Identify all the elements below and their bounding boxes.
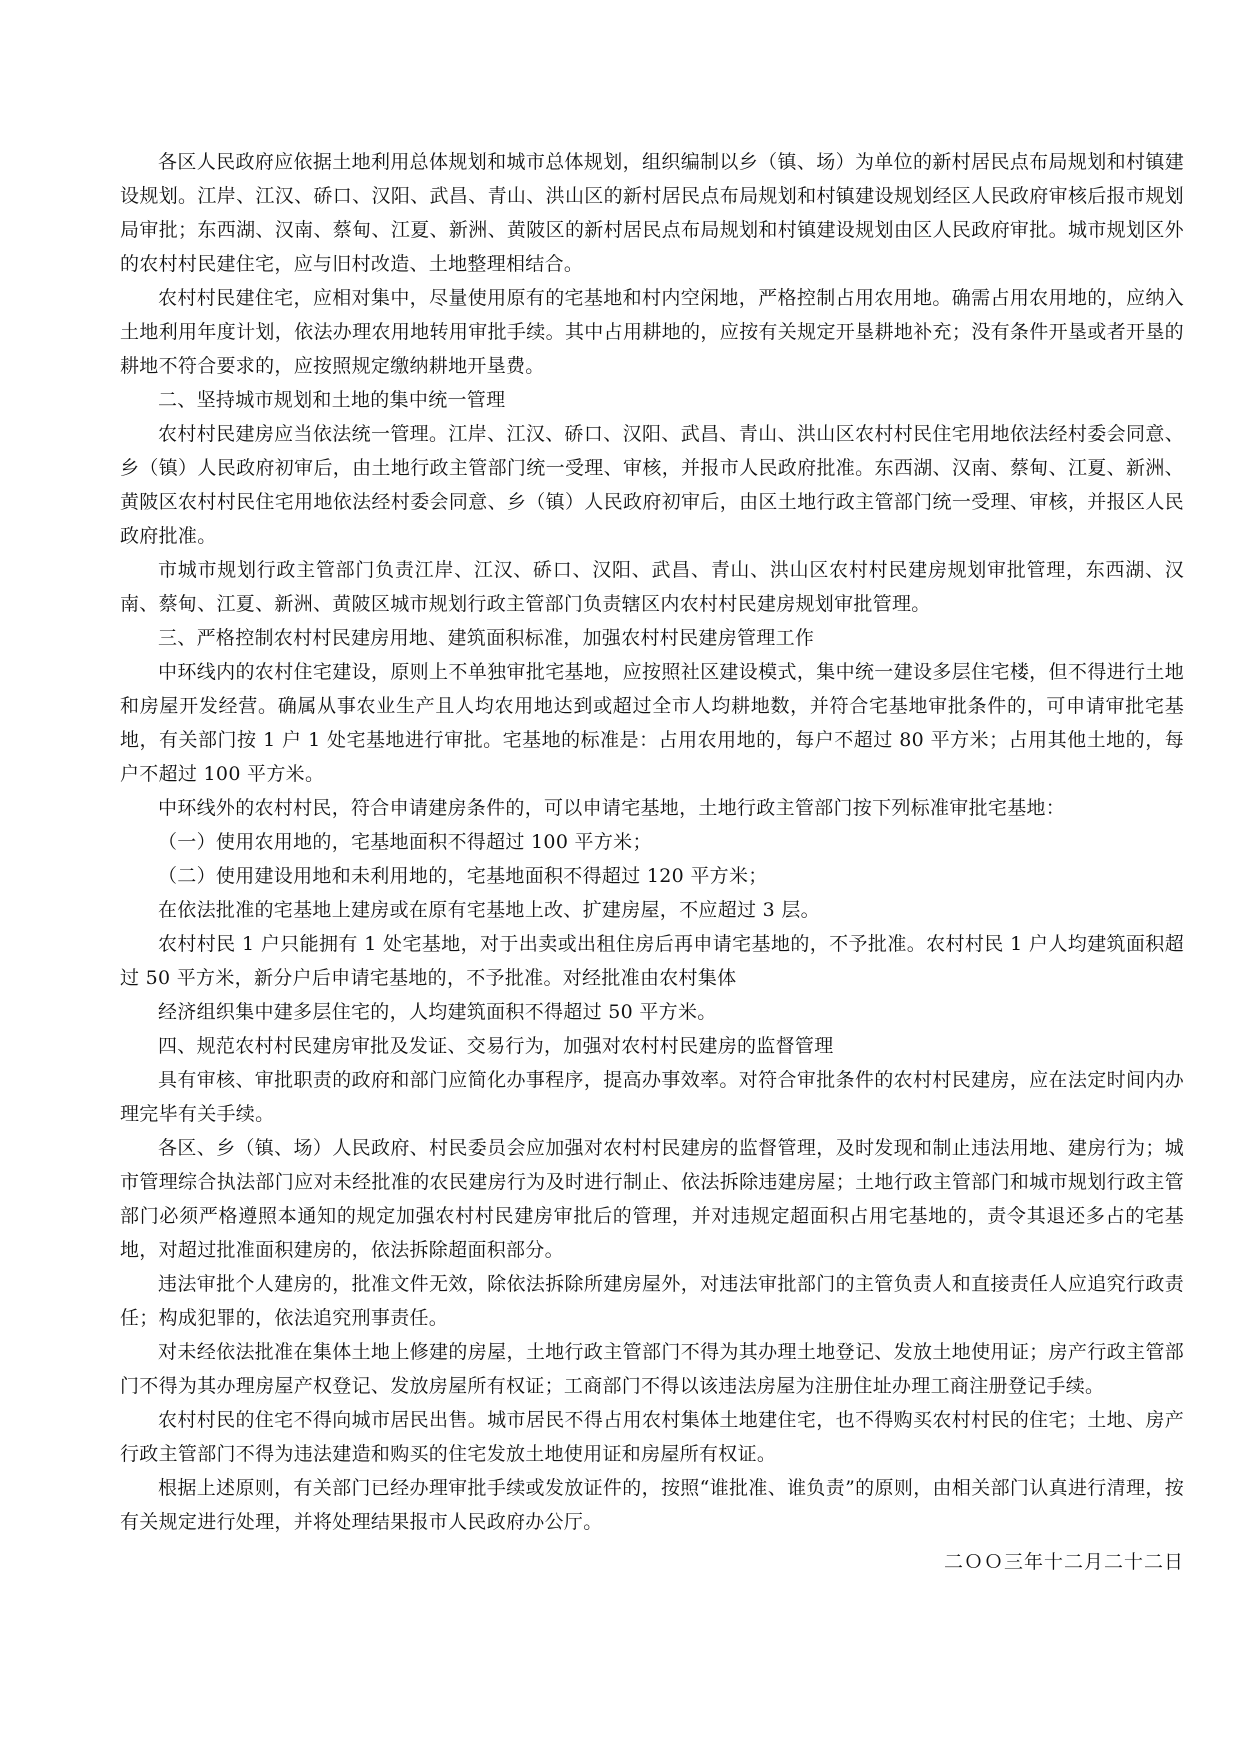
paragraph-unified-management: 农村村民建房应当依法统一管理。江岸、江汉、硚口、汉阳、武昌、青山、洪山区农村村民住宅用地依法经村委会同意、乡（镇）人民政府初审后，由土地行政主管部门统一受理、审核，并报市人民政府批准。东西湖、汉南、蔡甸、江夏、新洲、黄陂区农村村民住宅用地依法经村委会同意、乡（镇）人民政府初审后，由区土地行政主管部门统一受理、审核，并报区人民政府批准。	[120, 423, 1184, 547]
list-item-1: （一）使用农用地的，宅基地面积不得超过 100 平方米；	[158, 831, 652, 853]
paragraph-cleanup: 根据上述原则，有关部门已经办理审批手续或发放证件的，按照“谁批准、谁负责”的原则，由相关部门认真进行清理，按有关规定进行处理，并将处理结果报市人民政府办公厅。	[120, 1477, 1184, 1533]
paragraph-one-household: 农村村民 1 户只能拥有 1 处宅基地，对于出卖或出租住房后再申请宅基地的，不予批准。农村村民 1 户人均建筑面积超过 50 平方米，新分户后申请宅基地的，不予批准。对经批准由农村集体	[120, 933, 1184, 989]
list-item-2: （二）使用建设用地和未利用地的，宅基地面积不得超过 120 平方米；	[158, 865, 768, 887]
paragraph-efficiency: 具有审核、审批职责的政府和部门应简化办事程序，提高办事效率。对符合审批条件的农村村民建房，应在法定时间内办理完毕有关手续。	[120, 1069, 1184, 1125]
document-body	[120, 145, 1184, 1579]
paragraph-farmland-use: 农村村民建住宅，应相对集中，尽量使用原有的宅基地和村内空闲地，严格控制占用农用地。确需占用农用地的，应纳入土地利用年度计划，依法办理农用地转用审批手续。其中占用耕地的，应按有关规定开垦耕地补充；没有条件开垦或者开垦的耕地不符合要求的，应按照规定缴纳耕地开垦费。	[120, 287, 1184, 377]
paragraph-collective-housing: 经济组织集中建多层住宅的，人均建筑面积不得超过 50 平方米。	[158, 1001, 717, 1023]
paragraph-registration: 对未经依法批准在集体土地上修建的房屋，土地行政主管部门不得为其办理土地登记、发放土地使用证；房产行政主管部门不得为其办理房屋产权登记、发放房屋所有权证；工商部门不得以该违法房屋为注册住址办理工商注册登记手续。	[120, 1341, 1184, 1397]
section-heading-2: 二、坚持城市规划和土地的集中统一管理	[158, 389, 506, 411]
paragraph-planning: 各区人民政府应依据土地利用总体规划和城市总体规划，组织编制以乡（镇、场）为单位的新村居民点布局规划和村镇建设规划。江岸、江汉、硚口、汉阳、武昌、青山、洪山区的新村居民点布局规划和村镇建设规划经区人民政府审核后报市规划局审批；东西湖、汉南、蔡甸、江夏、新洲、黄陂区的新村居民点布局规划和村镇建设规划由区人民政府审批。城市规划区外的农村村民建住宅，应与旧村改造、土地整理相结合。	[120, 151, 1184, 275]
paragraph-supervision: 各区、乡（镇、场）人民政府、村民委员会应加强对农村村民建房的监督管理，及时发现和制止违法用地、建房行为；城市管理综合执法部门应对未经批准的农民建房行为及时进行制止、依法拆除违建房屋；土地行政主管部门和城市规划行政主管部门必须严格遵照本通知的规定加强农村村民建房审批后的管理，并对违规定超面积占用宅基地的，责令其退还多占的宅基地，对超过批准面积建房的，依法拆除超面积部分。	[120, 1137, 1184, 1261]
section-heading-4: 四、规范农村村民建房审批及发证、交易行为，加强对农村村民建房的监督管理	[158, 1035, 834, 1057]
paragraph-planning-approval: 市城市规划行政主管部门负责江岸、江汉、硚口、汉阳、武昌、青山、洪山区农村村民建房规划审批管理，东西湖、汉南、蔡甸、江夏、新洲、黄陂区城市规划行政主管部门负责辖区内农村村民建房规划审批管理。	[120, 559, 1184, 615]
paragraph-no-sale: 农村村民的住宅不得向城市居民出售。城市居民不得占用农村集体土地建住宅，也不得购买农村村民的住宅；土地、房产行政主管部门不得为违法建造和购买的住宅发放土地使用证和房屋所有权证。	[120, 1409, 1184, 1465]
paragraph-floor-limit: 在依法批准的宅基地上建房或在原有宅基地上改、扩建房屋，不应超过 3 层。	[158, 899, 820, 921]
paragraph-illegal-approval: 违法审批个人建房的，批准文件无效，除依法拆除所建房屋外，对违法审批部门的主管负责人和直接责任人应追究行政责任；构成犯罪的，依法追究刑事责任。	[120, 1273, 1184, 1329]
paragraph-outer-ring: 中环线外的农村村民，符合申请建房条件的，可以申请宅基地，土地行政主管部门按下列标准审批宅基地：	[158, 797, 1066, 819]
section-heading-3: 三、严格控制农村村民建房用地、建筑面积标准，加强农村村民建房管理工作	[158, 627, 815, 649]
document-date: 二ＯＯ三年十二月二十二日	[943, 1551, 1184, 1573]
paragraph-inner-ring: 中环线内的农村住宅建设，原则上不单独审批宅基地，应按照社区建设模式，集中统一建设多层住宅楼，但不得进行土地和房屋开发经营。确属从事农业生产且人均农用地达到或超过全市人均耕地数，并符合宅基地审批条件的，可申请审批宅基地，有关部门按 1 户 1 处宅基地进行审批。宅基地的标准是：占用农用地的，每户不超过 80 平方米；占用其他土地的，每户不超过 100 平方米。	[120, 661, 1184, 785]
